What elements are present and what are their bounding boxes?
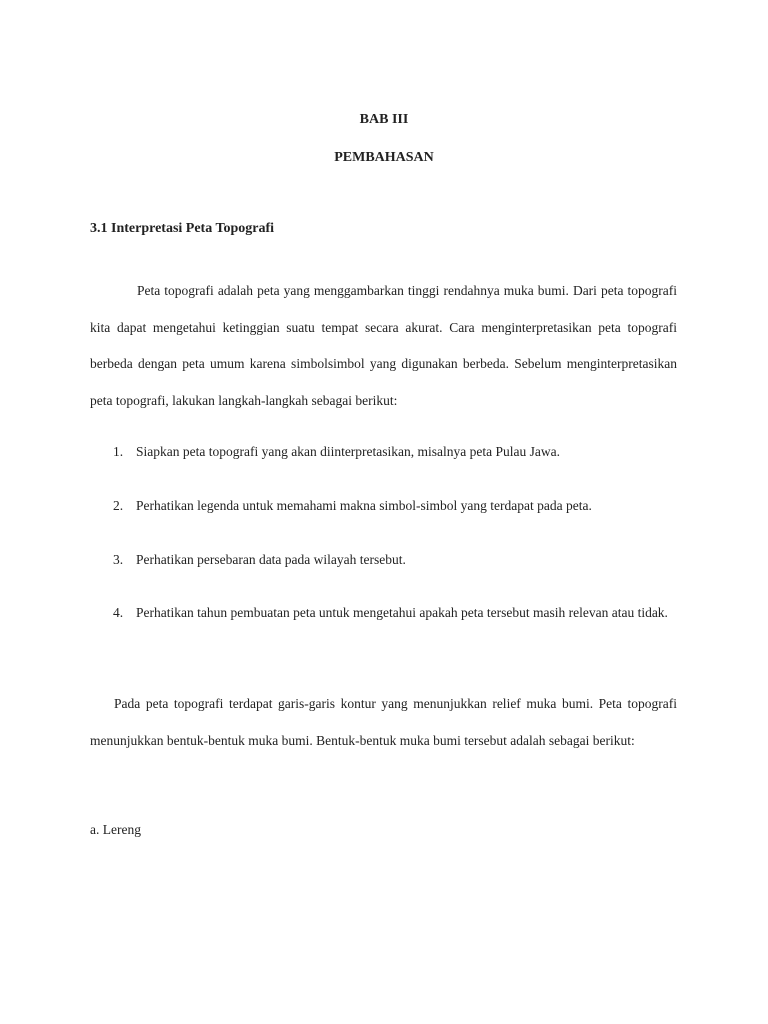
- section-heading: 3.1 Interpretasi Peta Topografi: [90, 221, 275, 236]
- list-item-number: 3.: [113, 552, 124, 567]
- list-item: [113, 595, 677, 631]
- subheading-lereng: a. Lereng: [90, 822, 141, 837]
- chapter-number: BAB III: [359, 112, 409, 127]
- intro-paragraph: Peta topografi adalah peta yang menggambarkan tinggi rendahnya muka bumi. Dari peta topografi kita dapat mengetahui ketinggian suatu tempat secara akurat. Cara menginterpretasikan peta topografi berbeda dengan peta umum karena simbolsimbol yang digunakan berbeda. Sebelum menginterpretasikan peta topografi, lakukan langkah-langkah sebagai berikut:: [90, 283, 677, 408]
- list-item-text: Perhatikan persebaran data pada wilayah tersebut.: [136, 552, 406, 567]
- list-item: [113, 434, 677, 470]
- list-item-number: 2.: [113, 498, 124, 513]
- list-item-number: 1.: [113, 444, 124, 459]
- chapter-title: PEMBAHASAN: [334, 150, 434, 165]
- list-item-text: Siapkan peta topografi yang akan diinterpretasikan, misalnya peta Pulau Jawa.: [136, 444, 560, 459]
- list-item: [113, 488, 677, 524]
- list-item-text: Perhatikan legenda untuk memahami makna simbol-simbol yang terdapat pada peta.: [136, 498, 592, 513]
- list-item-number: 4.: [113, 605, 124, 620]
- list-item-text: Perhatikan tahun pembuatan peta untuk mengetahui apakah peta tersebut masih relevan atau tidak.: [136, 605, 668, 620]
- contour-paragraph: Pada peta topografi terdapat garis-garis kontur yang menunjukkan relief muka bumi. Peta topografi menunjukkan bentuk-bentuk muka bumi. Bentuk-bentuk muka bumi tersebut adalah sebagai berikut:: [90, 696, 677, 748]
- list-item: [113, 542, 677, 578]
